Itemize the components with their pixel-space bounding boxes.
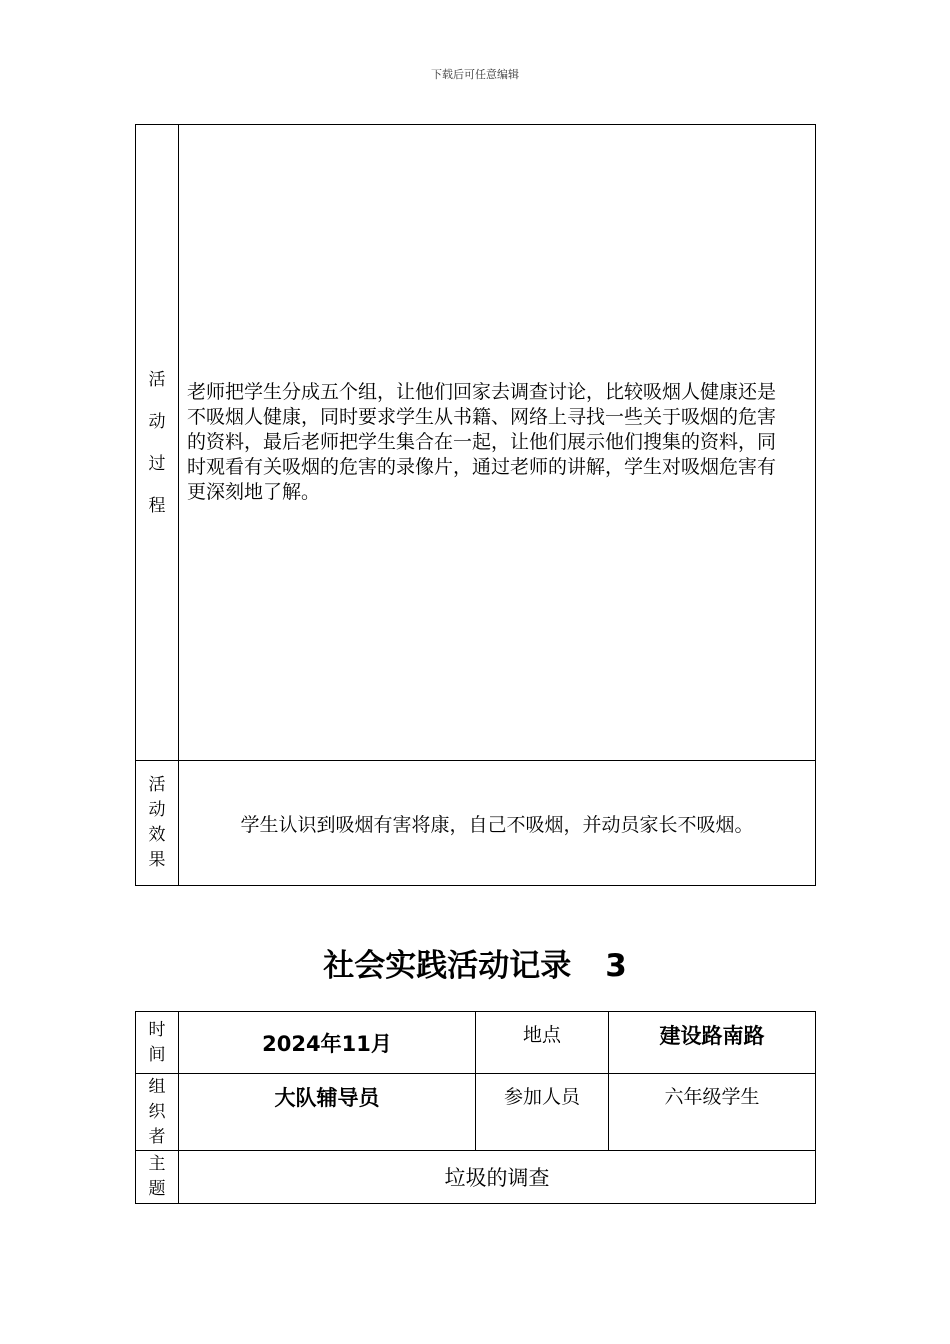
organizer-label: 组 织 者 bbox=[136, 1074, 179, 1151]
activity-record-table-1 bbox=[135, 124, 816, 886]
place-label: 地点 bbox=[476, 1012, 609, 1074]
effect-row bbox=[136, 761, 816, 886]
topic-row bbox=[136, 1151, 816, 1204]
effect-label: 活 动 效 果 bbox=[136, 761, 179, 886]
activity-record-table-2 bbox=[135, 1011, 816, 1204]
organizer-value: 大队辅导员 bbox=[179, 1074, 476, 1151]
organizer-row bbox=[136, 1074, 816, 1151]
time-row bbox=[136, 1012, 816, 1074]
process-row bbox=[136, 125, 816, 761]
topic-label: 主 题 bbox=[136, 1151, 179, 1204]
topic-value: 垃圾的调查 bbox=[179, 1151, 816, 1204]
process-text: 老师把学生分成五个组，让他们回家去调查讨论，比较吸烟人健康还是不吸烟人健康，同时要求学生从书籍、网络上寻找一些关于吸烟的危害的资料，最后老师把学生集合在一起，让他们展示他们搜集的资料，同时观看有关吸烟的危害的录像片，通过老师的讲解，学生对吸烟危害有更深刻地了解。 bbox=[179, 125, 816, 761]
time-value: 2024年11月 bbox=[179, 1012, 476, 1074]
place-value: 建设路南路 bbox=[609, 1012, 816, 1074]
record-title bbox=[0, 940, 950, 985]
record-title-text: 社会实践活动记录 bbox=[323, 948, 572, 984]
time-label: 时 间 bbox=[136, 1012, 179, 1074]
process-label: 活 动 过 程 bbox=[136, 125, 179, 761]
participants-label: 参加人员 bbox=[476, 1074, 609, 1151]
header-note: 下载后可任意编辑 bbox=[431, 68, 519, 81]
record-title-number: 3 bbox=[605, 948, 627, 984]
participants-value: 六年级学生 bbox=[609, 1074, 816, 1151]
effect-text: 学生认识到吸烟有害将康，自己不吸烟，并动员家长不吸烟。 bbox=[179, 761, 816, 886]
